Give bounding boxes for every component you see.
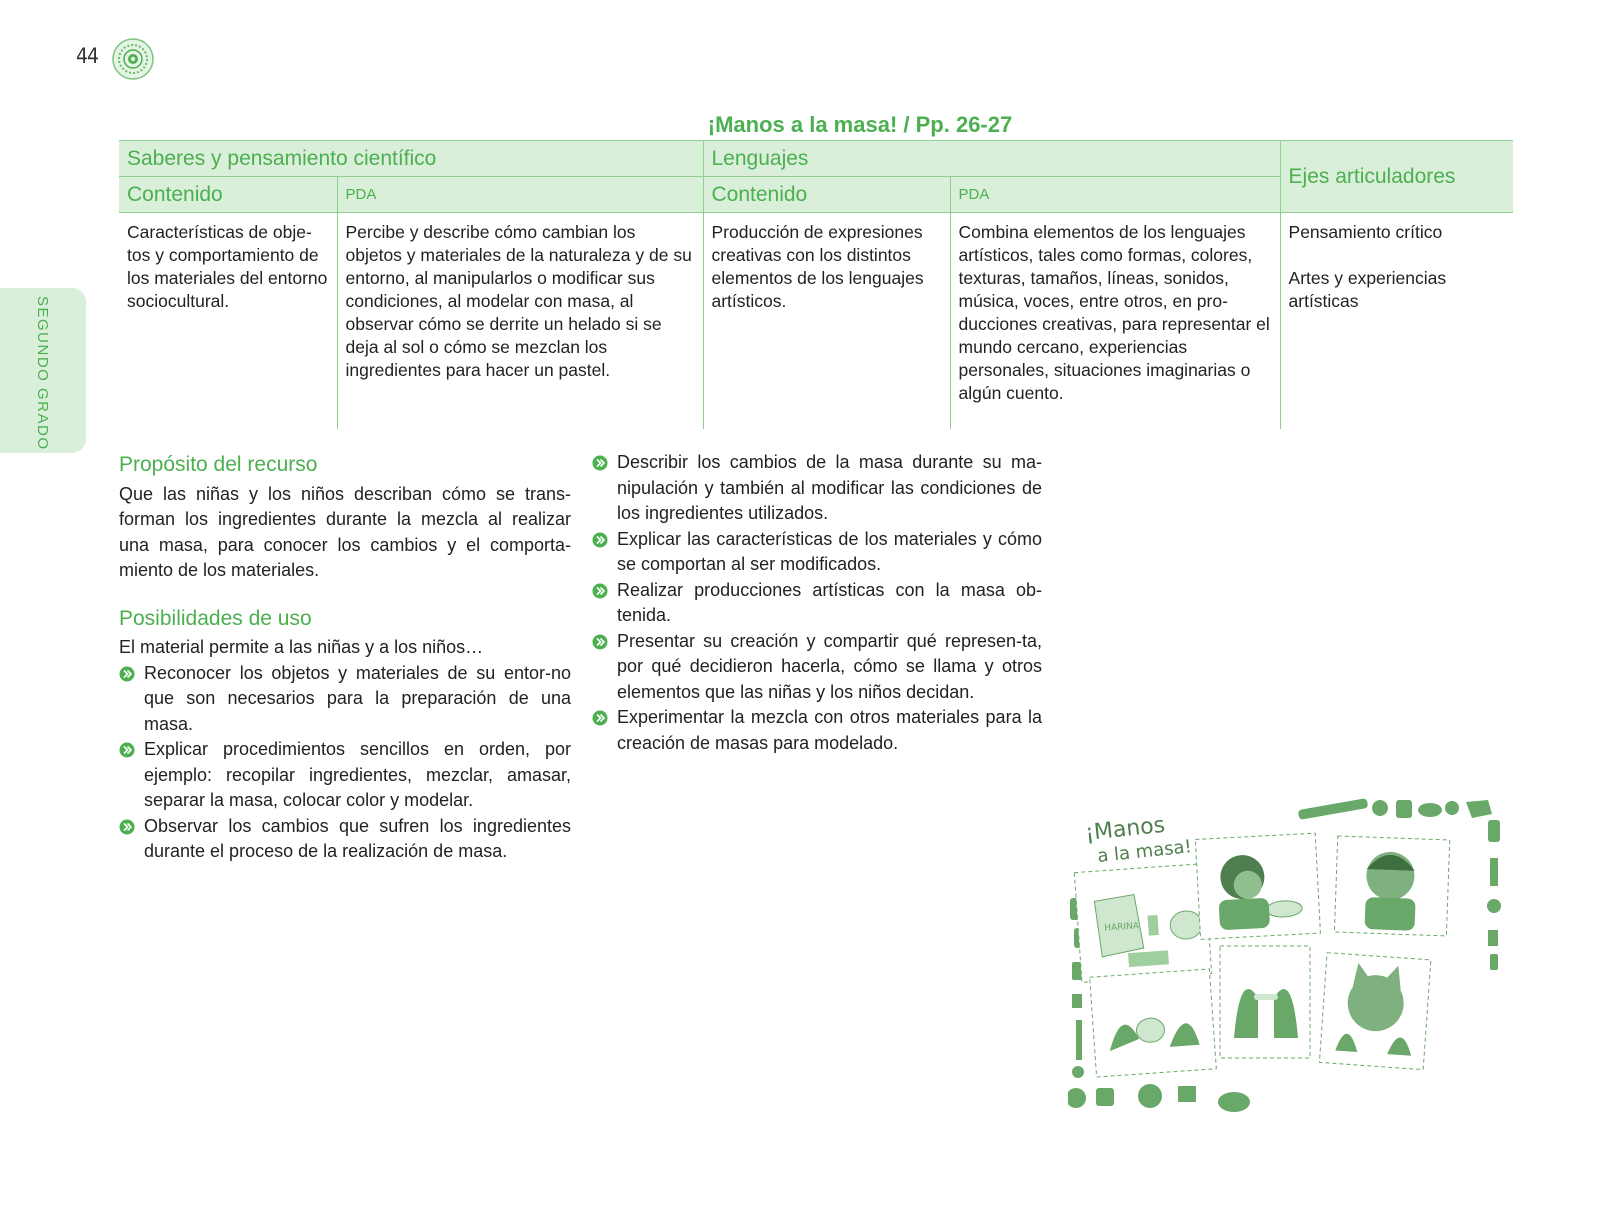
panel-ingredients — [1074, 864, 1211, 983]
bullet-arrow-icon — [119, 742, 135, 758]
posibilidades-heading: Posibilidades de uso — [119, 606, 312, 630]
mandala-logo-icon — [112, 38, 154, 80]
eje-item: Artes y experiencias artísticas — [1288, 268, 1447, 311]
group-header-ejes: Ejes articuladores — [1280, 141, 1513, 213]
curriculum-table — [119, 140, 1513, 429]
list-item: Describir los cambios de la masa durante su ma-nipulación y también al modificar las condiciones de los ingredientes utilizados. — [592, 450, 1042, 527]
grade-label: SEGUNDO GRADO — [34, 296, 51, 451]
group-header-saberes: Saberes y pensamiento científico — [119, 141, 703, 177]
illustration-title-1: ¡Manos — [1084, 812, 1167, 846]
panel-cat-figure — [1319, 953, 1430, 1070]
bullet-arrow-icon — [119, 819, 135, 835]
list-item: Explicar procedimientos sencillos en orden, por ejemplo: recopilar ingredientes, mezclar, amasar, separar la masa, colocar color y modelar. — [119, 737, 571, 814]
bullet-arrow-icon — [592, 532, 608, 548]
cell-contenido-lenguajes: Producción de expresiones creativas con los distintos elementos de los lenguajes artísticos. — [703, 213, 950, 430]
list-item: Reconocer los objetos y materiales de su entor-no que son necesarios para la preparación de una masa. — [119, 661, 571, 738]
list-item: Explicar las características de los materiales y cómo se comportan al ser modificados. — [592, 527, 1042, 578]
table-title: ¡Manos a la masa! / Pp. 26-27 — [707, 112, 1013, 137]
page-number: 44 — [76, 44, 99, 68]
list-item: Experimentar la mezcla con otros materiales para la creación de masas para modelado. — [592, 705, 1042, 756]
flour-label: HARINA — [1103, 921, 1140, 934]
panel-hands-dough — [1090, 969, 1217, 1077]
panel-girl — [1195, 833, 1320, 939]
subheader-pda-1: PDA — [337, 177, 703, 213]
list-item: Observar los cambios que sufren los ingredientes durante el proceso de la realización de masa. — [119, 814, 571, 865]
bullet-arrow-icon — [592, 583, 608, 599]
list-item: Presentar su creación y compartir qué represen-ta, por qué decidieron hacerla, cómo se llama y otros elementos que las niñas y los niños decidan. — [592, 629, 1042, 706]
cell-pda-saberes: Percibe y describe cómo cambian los objetos y materiales de la naturaleza y de su entorno, al manipularlos o modificar sus condiciones, al modelar con masa, al observar cómo se derrite un helado si se deja al sol o cómo se mezclan los ingredientes para hacer un pastel. — [337, 213, 703, 430]
cell-ejes — [1280, 213, 1513, 430]
panel-hands-roll — [1220, 946, 1310, 1058]
proposito-heading: Propósito del recurso — [119, 453, 318, 476]
bullet-arrow-icon — [592, 710, 608, 726]
subheader-contenido-2: Contenido — [703, 177, 950, 213]
resource-illustration — [1068, 798, 1516, 1138]
posibilidades-intro: El material permite a las niñas y a los niños… — [119, 637, 484, 657]
decor-right-strip — [1487, 820, 1501, 970]
bullet-arrow-icon — [119, 666, 135, 682]
illustration-title-2: a la masa! — [1096, 836, 1193, 867]
cell-contenido-saberes: Características de obje-tos y comportamiento de los materiales del entorno sociocultural. — [119, 213, 337, 430]
group-header-lenguajes: Lenguajes — [703, 141, 1280, 177]
cell-pda-lenguajes: Combina elementos de los lenguajes artísticos, tales como formas, colores, texturas, tamaños, líneas, sonidos, música, voces, entre otros, en pro-ducciones creativas, para representar el mundo cercano, experiencias personales, situaciones imaginarias o algún cuento. — [950, 213, 1280, 430]
proposito-text: Que las niñas y los niños describan cómo se trans-forman los ingredientes durante la mezcla al realizar una masa, para conocer los cambios y el comporta-miento de los materiales. — [119, 483, 571, 580]
grade-side-tab — [0, 288, 86, 453]
bullet-arrow-icon — [592, 455, 608, 471]
list-item: Realizar producciones artísticas con la masa ob-tenida. — [592, 578, 1042, 629]
right-column — [592, 450, 1042, 756]
bullet-arrow-icon — [592, 634, 608, 650]
left-column — [119, 452, 571, 865]
eje-item: Pensamiento crítico — [1288, 222, 1443, 242]
decor-top-strip — [1298, 798, 1492, 820]
subheader-contenido-1: Contenido — [119, 177, 337, 213]
subheader-pda-2: PDA — [950, 177, 1280, 213]
panel-boy — [1334, 836, 1449, 936]
